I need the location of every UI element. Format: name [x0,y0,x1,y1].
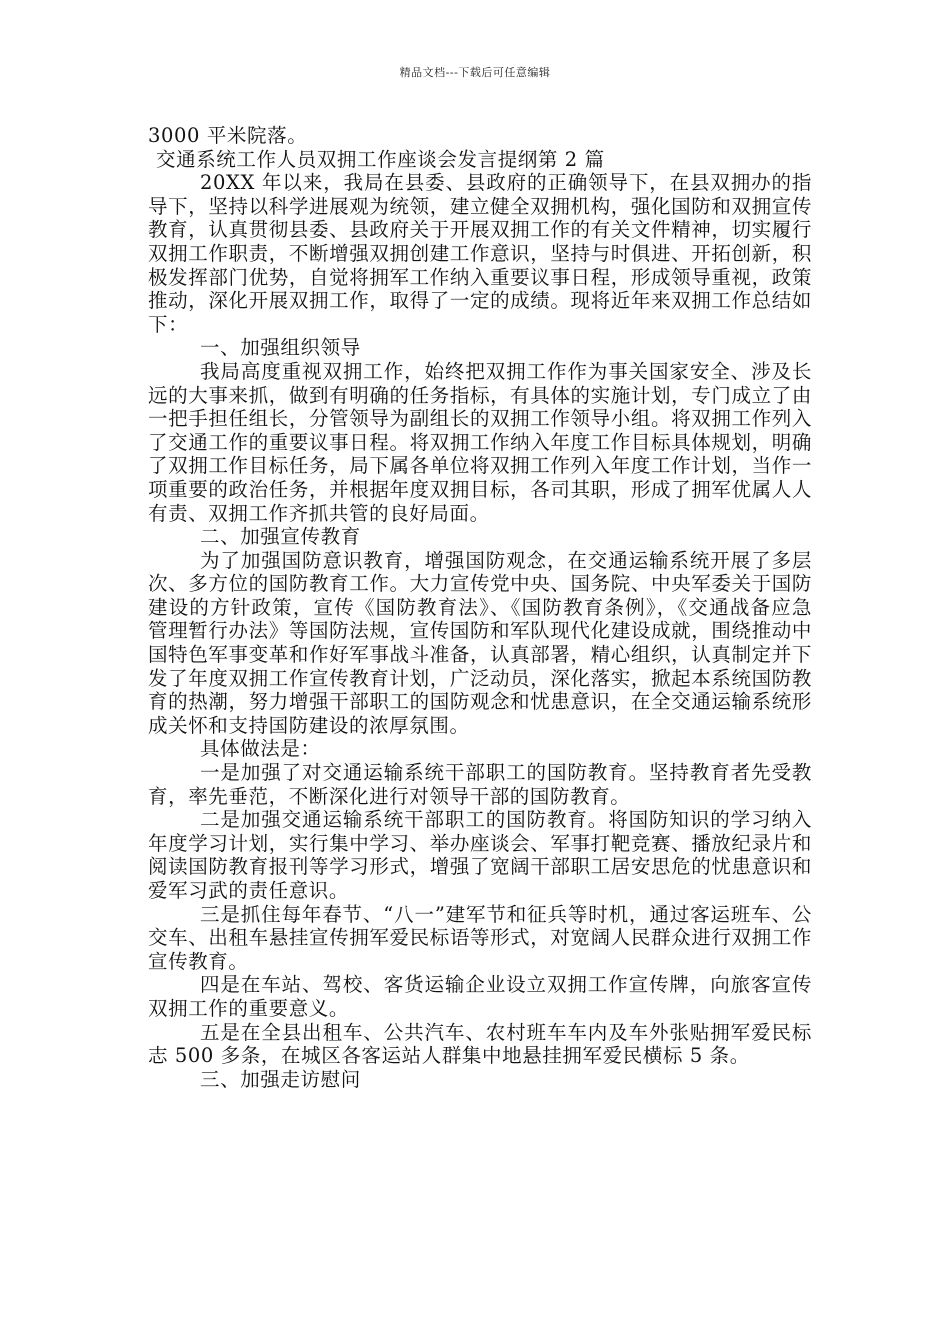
paragraph-education: 为了加强国防意识教育，增强国防观念，在交通运输系统开展了多层次、多方位的国防教育工作。大力宣传党中央、国务院、中央军委关于国防建设的方针政策，宣传《国防教育法》、《国防教育条例》，《交通战备应急管理暂行办法》等国防法规，宣传国防和军队现代化建设成就，围绕推动中国特色军事变革和作好军事战斗准备，认真部署，精心组织，认真制定并下发了年度双拥工作宣传教育计划，广泛动员，深化落实，掀起本系统国防教育的热潮，努力增强干部职工的国防观念和忧患意识，在全交通运输系统形成关怀和支持国防建设的浓厚氛围。 [148,548,812,737]
paragraph-continuation: 3000 平米院落。 [148,124,308,147]
paragraph-methods-label: 具体做法是： [200,737,321,761]
section-heading-3: 三、加强走访慰问 [200,1067,361,1091]
paragraph-method-3: 三是抓住每年春节、“八一”建军节和征兵等时机，通过客运班车、公交车、出租车悬挂宣传拥军爱民标语等形式，对宽阔人民群众进行双拥工作宣传教育。 [148,902,812,973]
document-body [148,124,812,1091]
article-title: 交通系统工作人员双拥工作座谈会发言提纲第 2 篇 [156,147,605,171]
paragraph-organization: 我局高度重视双拥工作，始终把双拥工作作为事关国家安全、涉及长远的大事来抓，做到有明确的任务指标，有具体的实施计划，专门成立了由一把手担任组长，分管领导为副组长的双拥工作领导小组。将双拥工作列入了交通工作的重要议事日程。将双拥工作纳入年度工作目标具体规划，明确了双拥工作目标任务，局下属各单位将双拥工作列入年度工作计划，当作一项重要的政治任务，并根据年度双拥目标，各司其职，形成了拥军优属人人有责、双拥工作齐抓共管的良好局面。 [148,359,812,525]
paragraph-method-5: 五是在全县出租车、公共汽车、农村班车车内及车外张贴拥军爱民标志 500 多条，在城区各客运站人群集中地悬挂拥军爱民横标 5 条。 [148,1020,812,1068]
paragraph-method-1: 一是加强了对交通运输系统干部职工的国防教育。坚持教育者先受教育，率先垂范，不断深化进行对领导干部的国防教育。 [148,761,812,808]
section-heading-2: 二、加强宣传教育 [200,525,361,549]
section-heading-1: 一、加强组织领导 [200,336,361,360]
paragraph-intro: 20XX 年以来，我局在县委、县政府的正确领导下，在县双拥办的指导下，坚持以科学进展观为统领，建立健全双拥机构，强化国防和双拥宣传教育，认真贯彻县委、县政府关于开展双拥工作的有关文件精神，切实履行双拥工作职责，不断增强双拥创建工作意识，坚持与时俱进、开拓创新，积极发挥部门优势，自觉将拥军工作纳入重要议事日程，形成领导重视，政策推动，深化开展双拥工作，取得了一定的成绩。现将近年来双拥工作总结如下： [148,171,812,336]
page-header: 精品文档---下载后可任意编辑 [399,66,551,79]
paragraph-method-2: 二是加强交通运输系统干部职工的国防教育。将国防知识的学习纳入年度学习计划，实行集中学习、举办座谈会、军事打靶竞赛、播放纪录片和阅读国防教育报刊等学习形式，增强了宽阔干部职工居安思危的忧患意识和爱军习武的责任意识。 [148,808,812,902]
paragraph-method-4: 四是在车站、驾校、客货运输企业设立双拥工作宣传牌，向旅客宣传双拥工作的重要意义。 [148,973,812,1020]
